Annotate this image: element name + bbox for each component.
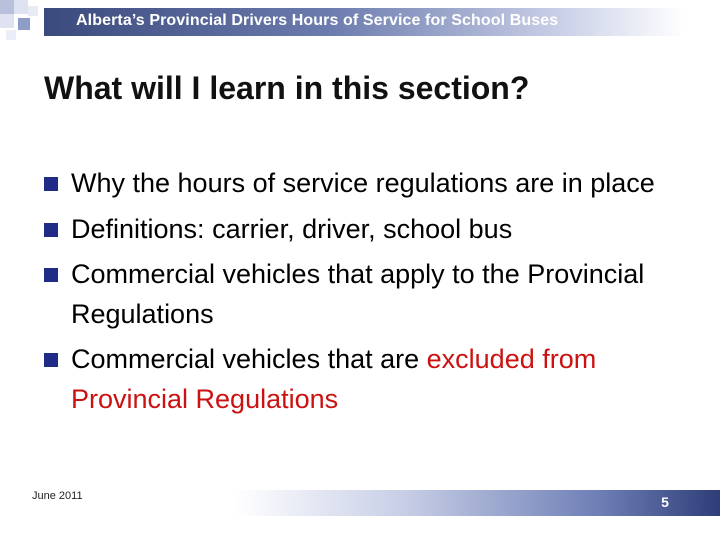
square-bullet-icon	[44, 223, 58, 237]
bullet-item	[44, 164, 694, 204]
footer-bar	[234, 490, 720, 516]
bullet-text: Commercial vehicles that apply to the Provincial Regulations	[71, 259, 645, 329]
footer-date: June 2011	[32, 490, 83, 502]
bullet-item	[44, 255, 694, 334]
square-bullet-icon	[44, 177, 58, 191]
bullet-item	[44, 340, 694, 419]
slide-title: What will I learn in this section?	[44, 70, 530, 106]
header-title: Alberta’s Provincial Drivers Hours of Service for School Buses	[76, 12, 559, 29]
decorative-square	[6, 30, 16, 40]
page-number: 5	[661, 494, 669, 510]
bullet-list	[44, 164, 694, 425]
decorative-square	[0, 0, 14, 14]
square-bullet-icon	[44, 353, 58, 367]
bullet-item	[44, 210, 694, 250]
square-bullet-icon	[44, 268, 58, 282]
bullet-highlight-text: excluded from Provincial Regulations	[71, 344, 597, 414]
decorative-square	[28, 6, 38, 16]
decorative-square	[18, 18, 30, 30]
decorative-square	[14, 0, 28, 14]
bullet-text: Commercial vehicles that are	[71, 344, 427, 374]
bullet-text: Definitions: carrier, driver, school bus	[71, 213, 513, 244]
decorative-square	[0, 14, 14, 28]
bullet-text: Why the hours of service regulations are in place	[71, 168, 655, 198]
